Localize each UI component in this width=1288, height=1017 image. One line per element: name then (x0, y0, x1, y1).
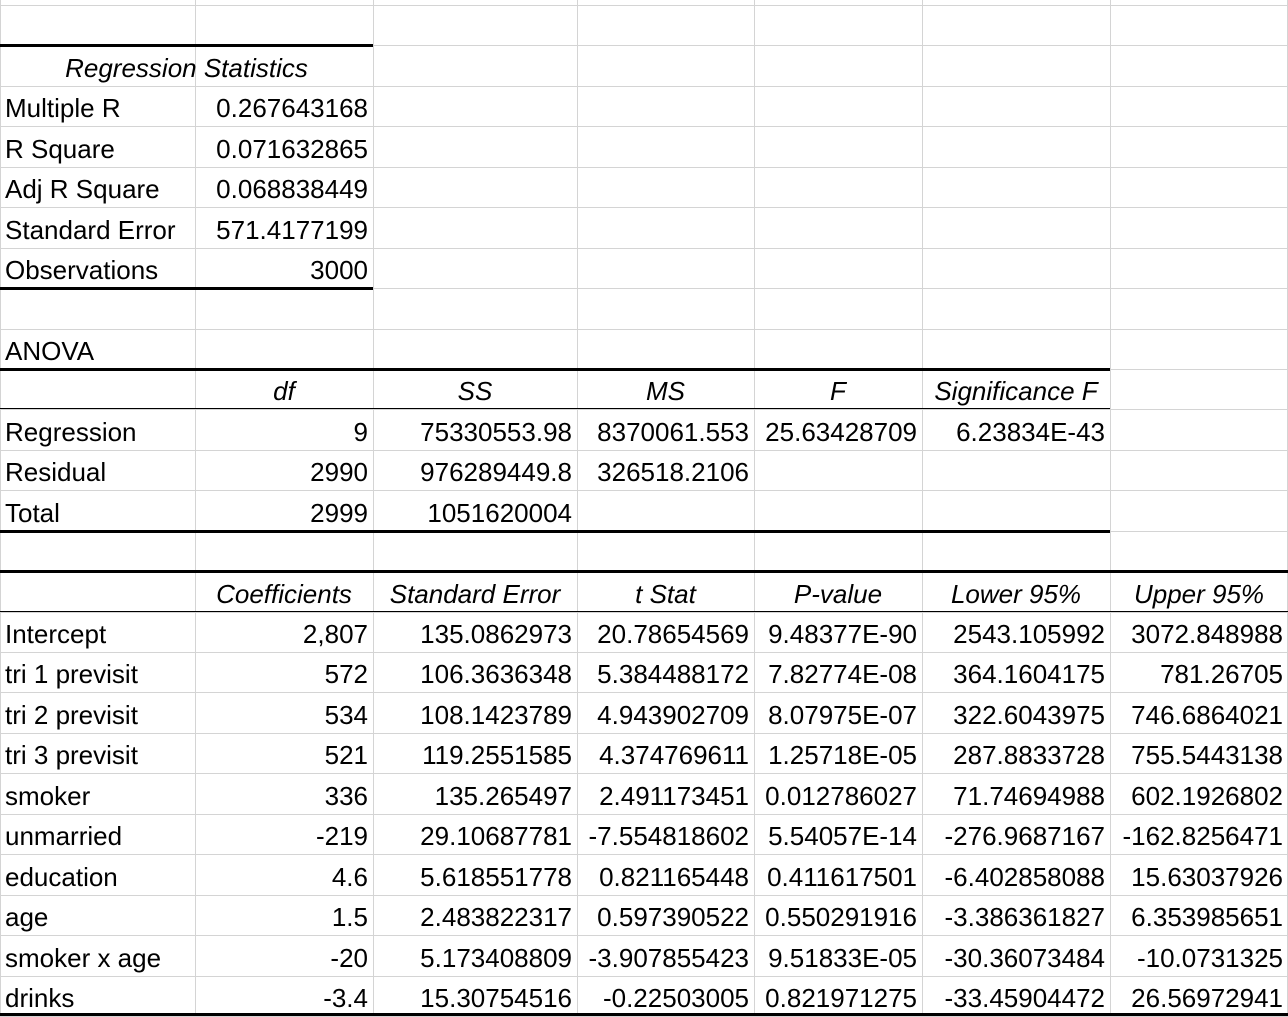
coefficients-header[interactable]: Upper 95% (1133, 579, 1265, 609)
anova-cell[interactable]: 6.23834E-43 (956, 417, 1105, 447)
variable-label[interactable]: unmarried (5, 821, 123, 851)
coefficient-cell[interactable]: 0.597390522 (597, 902, 749, 932)
anova-cell[interactable]: 1051620004 (427, 498, 572, 528)
table-border (0, 408, 1110, 409)
anova-header[interactable]: MS (646, 376, 685, 406)
coefficient-cell[interactable]: 3072.848988 (1131, 619, 1283, 649)
coefficient-cell[interactable]: 0.012786027 (765, 781, 917, 811)
variable-label[interactable]: tri 1 previsit (5, 659, 138, 689)
coefficient-cell[interactable]: 20.78654569 (597, 619, 749, 649)
anova-header[interactable]: SS (457, 376, 493, 406)
anova-cell[interactable]: 25.63428709 (765, 417, 917, 447)
coefficient-cell[interactable]: 119.2551585 (422, 740, 572, 770)
stat-value[interactable]: 0.267643168 (216, 93, 368, 123)
coefficient-cell[interactable]: -3.4 (323, 983, 368, 1013)
coefficient-cell[interactable]: -10.0731325 (1136, 943, 1283, 973)
coefficient-cell[interactable]: -3.386361827 (944, 902, 1105, 932)
table-border (0, 570, 1288, 573)
coefficients-header[interactable]: Lower 95% (950, 579, 1082, 609)
coefficient-cell[interactable]: 15.63037926 (1131, 862, 1283, 892)
coefficient-cell[interactable]: 6.353985651 (1131, 902, 1283, 932)
anova-row-label[interactable]: Regression (5, 417, 137, 447)
coefficient-cell[interactable]: 534 (324, 700, 368, 730)
coefficient-cell[interactable]: 755.5443138 (1131, 740, 1283, 770)
coefficient-cell[interactable]: 135.265497 (434, 781, 572, 811)
variable-label[interactable]: age (5, 902, 49, 932)
coefficient-cell[interactable]: 9.51833E-05 (768, 943, 917, 973)
coefficient-cell[interactable]: 0.411617501 (767, 862, 917, 892)
anova-cell[interactable]: 326518.2106 (597, 457, 749, 487)
coefficient-cell[interactable]: 287.8833728 (953, 740, 1105, 770)
stat-value[interactable]: 0.071632865 (216, 134, 368, 164)
coefficient-cell[interactable]: 781.26705 (1160, 659, 1283, 689)
coefficient-cell[interactable]: 1.25718E-05 (768, 740, 917, 770)
coefficient-cell[interactable]: -219 (315, 821, 368, 851)
stat-value[interactable]: 3000 (310, 255, 368, 285)
coefficient-cell[interactable]: 602.1926802 (1131, 781, 1283, 811)
regression-statistics-title[interactable]: Regression Statistics (65, 53, 308, 83)
anova-cell[interactable]: 976289449.8 (420, 457, 572, 487)
coefficient-cell[interactable]: 5.618551778 (420, 862, 572, 892)
variable-label[interactable]: Intercept (5, 619, 107, 649)
gridline (0, 5, 1288, 6)
coefficient-cell[interactable]: 364.1604175 (953, 659, 1105, 689)
stat-label[interactable]: Adj R Square (5, 174, 160, 204)
coefficient-cell[interactable]: -276.9687167 (944, 821, 1105, 851)
stat-label[interactable]: Observations (5, 255, 159, 285)
coefficient-cell[interactable]: 0.550291916 (765, 902, 917, 932)
coefficient-cell[interactable]: -162.8256471 (1122, 821, 1283, 851)
coefficient-cell[interactable]: 29.10687781 (420, 821, 572, 851)
coefficient-cell[interactable]: 0.821165448 (599, 862, 749, 892)
coefficient-cell[interactable]: 8.07975E-07 (768, 700, 917, 730)
coefficient-cell[interactable]: 572 (324, 659, 368, 689)
variable-label[interactable]: smoker (5, 781, 91, 811)
anova-row-label[interactable]: Residual (5, 457, 107, 487)
anova-title[interactable]: ANOVA (5, 336, 95, 366)
coefficient-cell[interactable]: 336 (324, 781, 368, 811)
coefficient-cell[interactable]: 322.6043975 (953, 700, 1105, 730)
coefficients-header[interactable]: Coefficients (216, 579, 352, 609)
coefficient-cell[interactable]: -33.45904472 (944, 983, 1105, 1013)
anova-cell[interactable]: 9 (353, 417, 368, 447)
anova-header[interactable]: Significance F (934, 376, 1098, 406)
anova-row-label[interactable]: Total (5, 498, 60, 528)
variable-label[interactable]: smoker x age (5, 943, 162, 973)
coefficient-cell[interactable]: 2,807 (302, 619, 368, 649)
coefficient-cell[interactable]: 15.30754516 (420, 983, 572, 1013)
variable-label[interactable]: tri 2 previsit (5, 700, 138, 730)
anova-cell[interactable]: 75330553.98 (420, 417, 572, 447)
anova-cell[interactable]: 2990 (310, 457, 368, 487)
coefficient-cell[interactable]: 2.491173451 (599, 781, 749, 811)
coefficient-cell[interactable]: 521 (324, 740, 368, 770)
anova-cell[interactable]: 8370061.553 (597, 417, 749, 447)
coefficient-cell[interactable]: -6.402858088 (944, 862, 1105, 892)
coefficient-cell[interactable]: 5.54057E-14 (768, 821, 917, 851)
coefficient-cell[interactable]: -7.554818602 (588, 821, 749, 851)
variable-label[interactable]: drinks (5, 983, 75, 1013)
coefficient-cell[interactable]: -0.22503005 (602, 983, 749, 1013)
coefficient-cell[interactable]: 2543.105992 (953, 619, 1105, 649)
stat-label[interactable]: R Square (5, 134, 115, 164)
table-border (0, 44, 373, 47)
coefficient-cell[interactable]: 746.6864021 (1131, 700, 1283, 730)
table-border (0, 287, 373, 290)
coefficient-cell[interactable]: 108.1423789 (420, 700, 572, 730)
stat-label[interactable]: Multiple R (5, 93, 121, 123)
coefficient-cell[interactable]: 4.6 (331, 862, 368, 892)
coefficient-cell[interactable]: 4.374769611 (599, 740, 749, 770)
anova-cell[interactable]: 2999 (310, 498, 368, 528)
anova-header[interactable]: df (273, 376, 295, 406)
table-border (0, 368, 1110, 371)
coefficient-cell[interactable]: 5.173408809 (420, 943, 572, 973)
table-border (0, 611, 1288, 612)
coefficient-cell[interactable]: 4.943902709 (597, 700, 749, 730)
coefficient-cell[interactable]: 5.384488172 (597, 659, 749, 689)
variable-label[interactable]: tri 3 previsit (5, 740, 138, 770)
coefficient-cell[interactable]: -30.36073484 (944, 943, 1105, 973)
coefficient-cell[interactable]: 26.56972941 (1131, 983, 1283, 1013)
coefficient-cell[interactable]: 71.74694988 (953, 781, 1105, 811)
coefficient-cell[interactable]: 106.3636348 (420, 659, 572, 689)
coefficient-cell[interactable]: -20 (330, 943, 368, 973)
coefficient-cell[interactable]: 1.5 (331, 902, 368, 932)
anova-header[interactable]: F (830, 376, 846, 406)
coefficient-cell[interactable]: 9.48377E-90 (768, 619, 917, 649)
stat-label[interactable]: Standard Error (5, 215, 176, 245)
coefficient-cell[interactable]: -3.907855423 (588, 943, 749, 973)
coefficients-header[interactable]: t Stat (635, 579, 696, 609)
table-border (0, 530, 1110, 533)
coefficient-cell[interactable]: 135.0862973 (420, 619, 572, 649)
coefficients-header[interactable]: Standard Error (389, 579, 561, 609)
variable-label[interactable]: education (5, 862, 118, 892)
coefficients-header[interactable]: P-value (793, 579, 883, 609)
coefficient-cell[interactable]: 2.483822317 (420, 902, 572, 932)
stat-value[interactable]: 571.4177199 (216, 215, 368, 245)
coefficient-cell[interactable]: 0.821971275 (765, 983, 917, 1013)
stat-value[interactable]: 0.068838449 (216, 174, 368, 204)
coefficient-cell[interactable]: 7.82774E-08 (768, 659, 917, 689)
